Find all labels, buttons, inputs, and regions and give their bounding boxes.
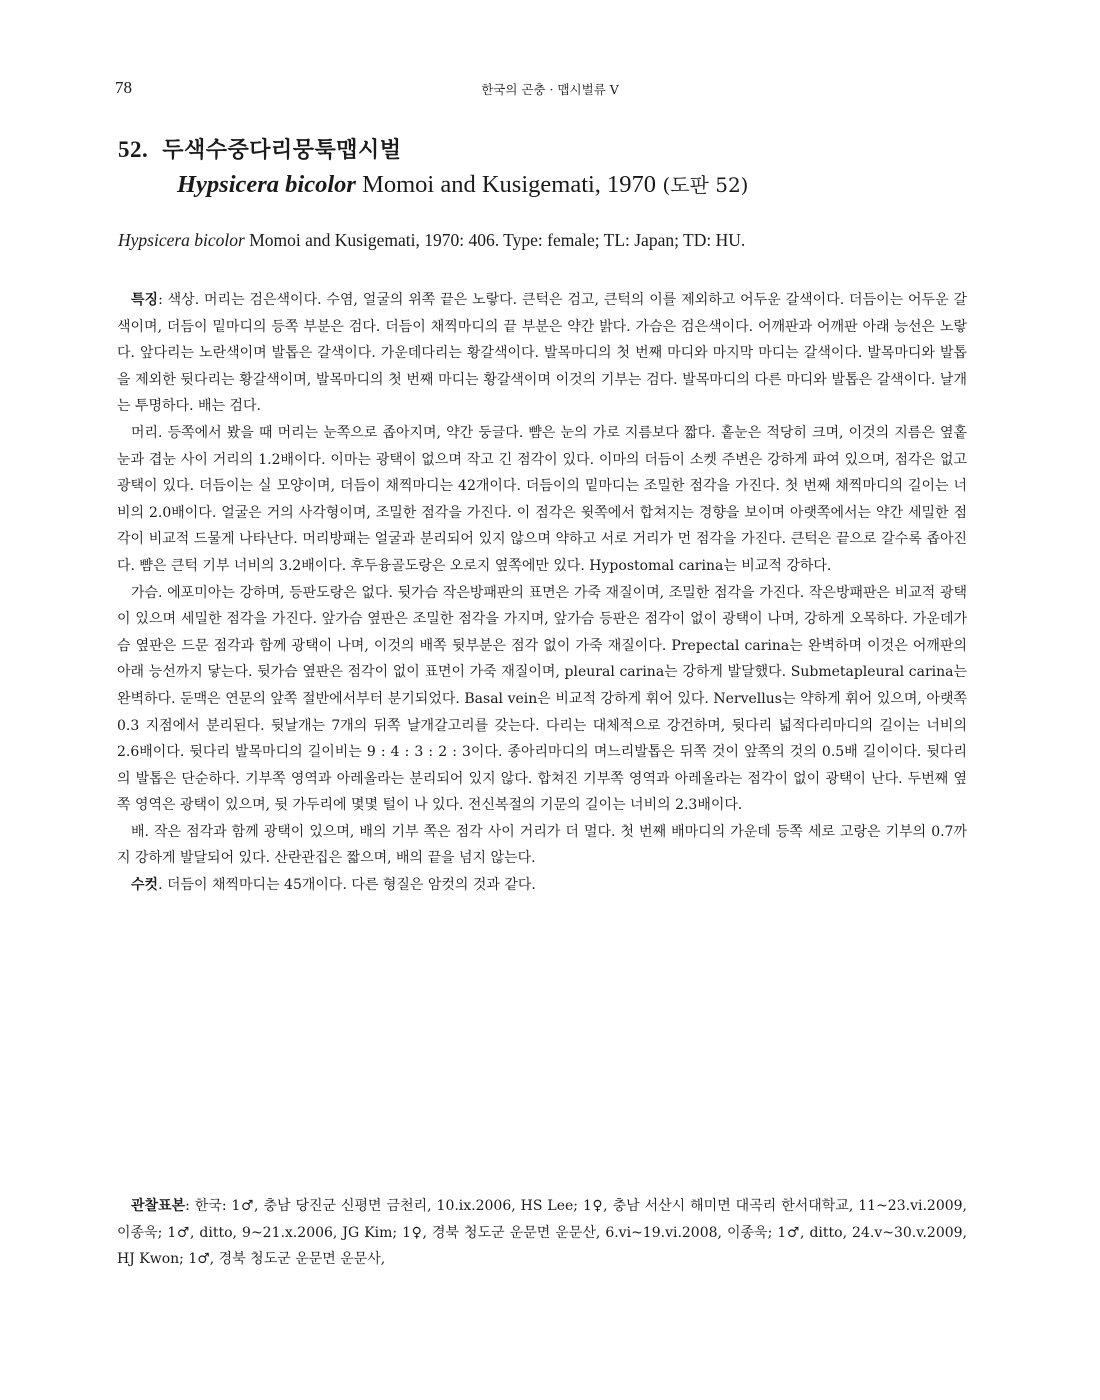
- description-body: [117, 287, 967, 899]
- paragraph-male: [117, 872, 967, 899]
- specimens-lead: 관찰표본: [131, 1198, 186, 1214]
- paragraph-text: . 더듬이 채찍마디는 45개이다. 다른 형질은 암컷의 것과 같다.: [158, 877, 536, 894]
- taxonomic-citation: [118, 230, 745, 251]
- species-number: 52.: [118, 137, 149, 162]
- paragraph-text: 가슴. 에포미아는 강하며, 등판도랑은 없다. 뒷가슴 작은방패판의 표면은 가죽 재질이며, 조밀한 점각을 가진다. 작은방패판은 비교적 광택이 있으며 세밀한 점각을 가진다. 앞가슴 옆판은 조밀한 점각을 가지며, 앞가슴 등판은 점각이 없이 광택이 나며, 강하게 오목하다. 가운데가슴 옆판은 드문 점각과 함께 광택이 나며, 이것의 배쪽 뒷부분은 점각 없이 가죽 재질이다. Prepectal carina는 완벽하며 이것은 어깨판의 아래 능선까지 닿는다. 뒷가슴 옆판은 점각이 없이 표면이 가죽 재질이며, pleural carina는 강하게 발달했다. Submetapleural carina는 완벽하다. 둔맥은 연문의 앞쪽 절반에서부터 분기되었다. Basal vein은 비교적 강하게 휘어 있다. Nervellus는 약하게 휘어 있으며, 아랫쪽 0.3 지점에서 분리된다. 뒷날개는 7개의 뒤쪽 날개갈고리를 갖는다. 다리는 대체적으로 강건하며, 뒷다리 넓적다리마디의 길이는 너비의 2.6배이다. 뒷다리 발목마디의 길이비는 9 : 4 : 3 : 2 : 3이다. 종아리마디의 며느리발톱은 뒤쪽 것이 앞쪽의 것의 0.5배 길이이다. 뒷다리의 발톱은 단순하다. 기부쪽 영역과 아레올라는 분리되어 있지 않다. 합쳐진 기부쪽 영역과 아레올라는 점각이 없이 광택이 난다. 두번째 옆쪽 영역은 광택이 있으며, 뒷 가두리에 몇몇 털이 나 있다. 전신복절의 기문의 길이는 너비의 2.3배이다.: [117, 584, 967, 814]
- running-title: 한국의 곤충 · 맵시벌류 V: [481, 82, 619, 97]
- paragraph-abdomen: [117, 819, 967, 872]
- species-heading: [118, 133, 748, 199]
- scientific-name: Hypsicera bicolor: [177, 171, 356, 198]
- species-scientific-title: [177, 169, 748, 199]
- examined-specimens: [117, 1193, 967, 1273]
- authors-year: Momoi and Kusigemati, 1970: [355, 171, 657, 198]
- species-korean-title: [118, 133, 748, 164]
- paragraph-lead: 수컷: [131, 877, 159, 894]
- paragraph-text: 머리. 등쪽에서 봤을 때 머리는 눈쪽으로 좁아지며, 약간 둥글다. 뺨은 눈의 가로 지름보다 짧다. 홑눈은 적당히 크며, 이것의 지름은 옆홑눈과 겹눈 사이 거리의 1.2배이다. 이마는 광택이 없으며 작고 긴 점각이 있다. 이마의 더듬이 소켓 주변은 강하게 파여 있으며, 점각은 없고 광택이 있다. 더듬이는 실 모양이며, 더듬이 채찍마디는 42개이다. 더듬이의 밑마디는 조밀한 점각을 가진다. 첫 번째 채찍마디의 길이는 너비의 2.0배이다. 얼굴은 거의 사각형이며, 조밀한 점각을 가진다. 이 점각은 윗쪽에서 합쳐지는 경향을 보이며 아랫쪽에서는 약간 세밀한 점각이 비교적 드물게 나타난다. 머리방패는 얼굴과 분리되어 있지 않으며 약하고 서로 거리가 먼 점각을 가진다. 큰턱은 끝으로 갈수록 좁아진다. 뺨은 큰턱 기부 너비의 3.2배이다. 후두융골도랑은 오로지 옆쪽에만 있다. Hypostomal carina는 비교적 강하다.: [117, 424, 967, 574]
- specimens-text: : 한국: 1♂, 충남 당진군 신평면 금천리, 10.ix.2006, HS Lee; 1♀, 충남 서산시 해미면 대곡리 한서대학교, 11~23.vi.2009, 이종욱; 1♂, ditto, 9~21.x.2006, JG Kim; 1♀, 경북 청도군 운문면 운문산, 6.vi~19.vi.2008, 이종욱; 1♂, ditto, 24.v~30.v.2009, HJ Kwon; 1♂, 경북 청도군 운문면 운문사,: [117, 1198, 967, 1268]
- paragraph-thorax: [117, 580, 967, 819]
- species-korean-name: 두색수중다리뭉툭맵시벌: [162, 138, 402, 163]
- paragraph-characteristics: [117, 287, 967, 420]
- plate-reference: (도판 52): [656, 173, 749, 197]
- specimens-paragraph: [117, 1193, 967, 1273]
- citation-details: Momoi and Kusigemati, 1970: 406. Type: female; TL: Japan; TD: HU.: [244, 230, 746, 250]
- paragraph-lead: 특징: [131, 292, 159, 308]
- paragraph-text: 배. 작은 점각과 함께 광택이 있으며, 배의 기부 쪽은 점각 사이 거리가 더 멀다. 첫 번째 배마디의 가운데 등쪽 세로 고랑은 기부의 0.7까지 강하게 발달되어 있다. 산란관집은 짧으며, 배의 끝을 넘지 않는다.: [117, 823, 967, 867]
- citation-name: Hypsicera bicolor: [118, 230, 245, 250]
- page-number: 78: [115, 78, 132, 97]
- paragraph-head: [117, 420, 967, 580]
- paragraph-text: : 색상. 머리는 검은색이다. 수염, 얼굴의 위쪽 끝은 노랗다. 큰턱은 검고, 큰턱의 이를 제외하고 어두운 갈색이다. 더듬이는 어두운 갈색이며, 더듬이 밑마디의 등쪽 부분은 검다. 더듬이 채찍마디의 끝 부분은 약간 밝다. 가슴은 검은색이다. 어깨판과 어깨판 아래 능선은 노랗다. 앞다리는 노란색이며 발톱은 갈색이다. 가운데다리는 황갈색이다. 발목마디의 첫 번째 마디와 마지막 마디는 갈색이다. 발목마디와 발톱을 제외한 뒷다리는 황갈색이며, 발목마디의 첫 번째 마디는 황갈색이며 이것의 기부는 검다. 발목마디의 다른 마디와 발톱은 갈색이다. 날개는 투명하다. 배는 검다.: [117, 292, 967, 415]
